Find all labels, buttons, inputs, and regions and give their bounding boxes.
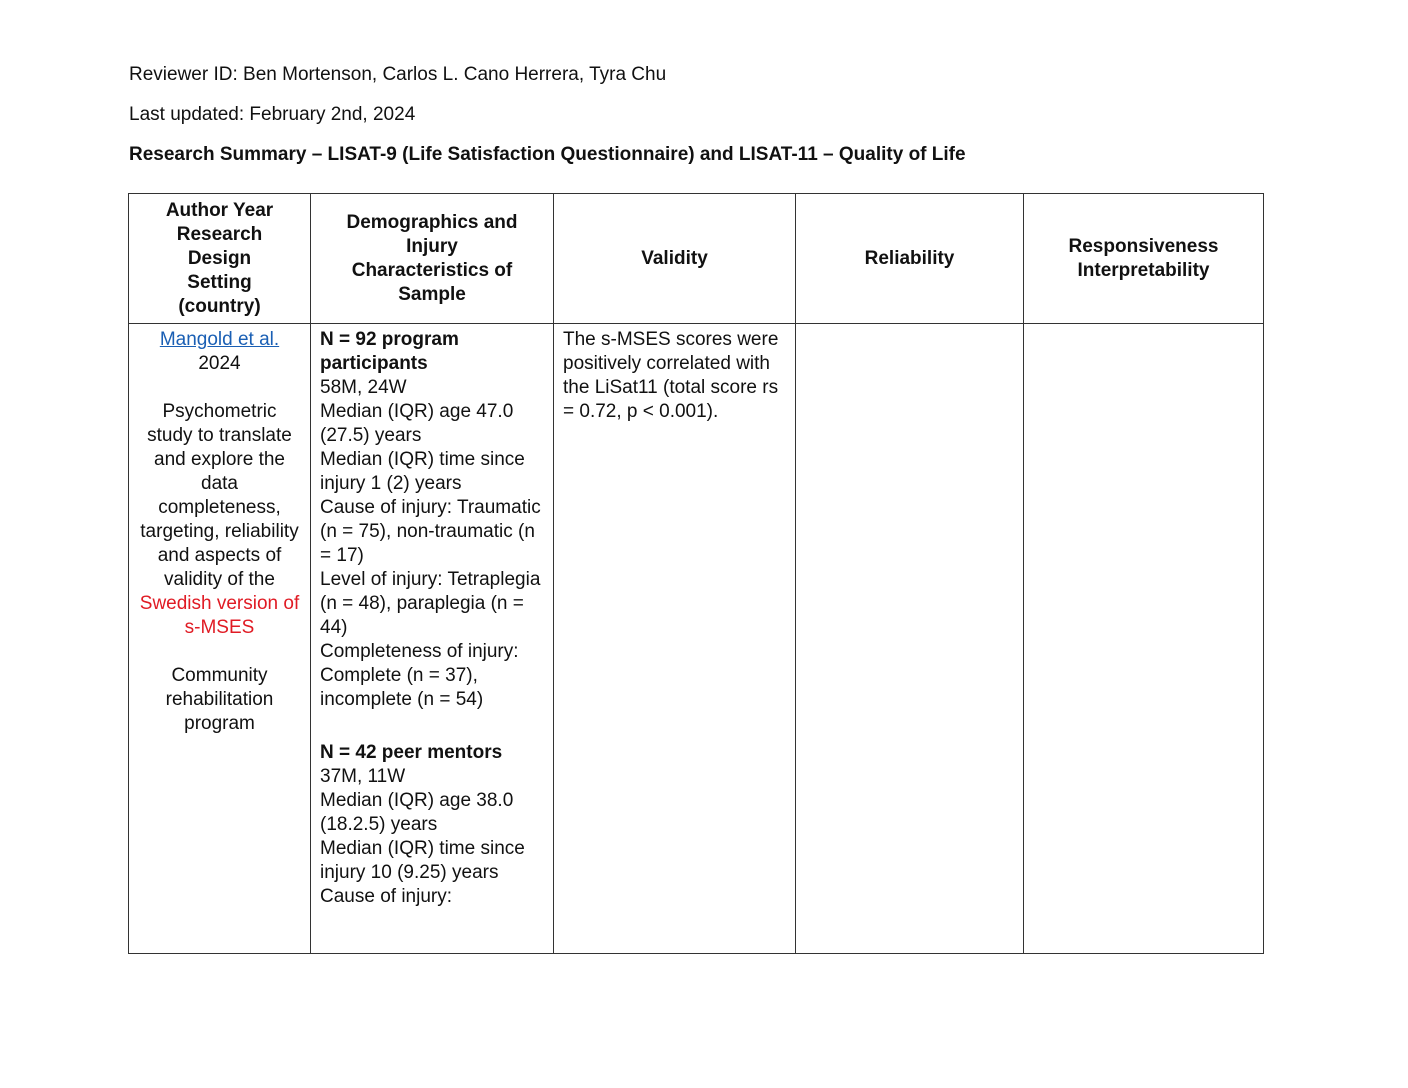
header-line: (country) (178, 295, 261, 317)
header-validity: Validity (554, 194, 796, 324)
group2-line: Cause of injury: (320, 886, 453, 907)
cell-reliability (796, 324, 1024, 954)
header-author-year (129, 194, 311, 324)
author-link[interactable]: Mangold et al. (159, 329, 280, 350)
header-line: Injury (406, 235, 458, 257)
cell-validity: The s-MSES scores were positively correlated with the LiSat11 (total score rs = 0.72, p < 0.001). (554, 324, 796, 954)
header-line: Interpretability (1077, 259, 1210, 281)
reviewer-id: Reviewer ID: Ben Mortenson, Carlos L. Cano Herrera, Tyra Chu (129, 64, 667, 85)
group1-line: Median (IQR) time since injury 1 (2) years (320, 449, 525, 494)
header-responsiveness (1024, 194, 1264, 324)
group2-line: Median (IQR) age 38.0 (18.2.5) years (320, 790, 514, 835)
header-line: Author Year (165, 199, 274, 221)
group1-line: Completeness of injury: Complete (n = 37), incomplete (n = 54) (320, 641, 519, 710)
group2-line: 37M, 11W (320, 766, 406, 787)
header-line: Design (187, 247, 252, 269)
research-summary-table (128, 193, 1264, 954)
group2-line: Median (IQR) time since injury 10 (9.25) years (320, 838, 525, 883)
group1-line: Cause of injury: Traumatic (n = 75), non-traumatic (n = 17) (320, 497, 541, 566)
study-setting: Community rehabilitation program (165, 665, 274, 734)
header-reliability: Reliability (796, 194, 1024, 324)
group1-line: Median (IQR) age 47.0 (27.5) years (320, 401, 514, 446)
header-line: Demographics and (346, 211, 518, 233)
group1-line: Level of injury: Tetraplegia (n = 48), paraplegia (n = 44) (320, 569, 541, 638)
cell-author-year (129, 324, 311, 954)
header-line: Characteristics of (351, 259, 513, 281)
group1-title: N = 92 program participants (320, 329, 459, 374)
header-line: Research (176, 223, 263, 245)
header-line: Setting (187, 271, 252, 293)
group2-title: N = 42 peer mentors (320, 742, 503, 763)
header-demographics (311, 194, 554, 324)
cell-demographics (311, 324, 554, 954)
header-line: Sample (398, 283, 466, 305)
research-summary-title: Research Summary – LISAT-9 (Life Satisfaction Questionnaire) and LISAT-11 – Quality of Life (129, 144, 966, 165)
header-line: Responsiveness (1068, 235, 1219, 257)
study-year: 2024 (198, 353, 241, 374)
last-updated: Last updated: February 2nd, 2024 (129, 104, 416, 125)
cell-responsiveness (1024, 324, 1264, 954)
study-design (138, 400, 301, 640)
design-text: Psychometric study to translate and explore the data completeness, targeting, reliability and aspects of validity of the (140, 401, 299, 590)
group1-line: 58M, 24W (320, 377, 407, 398)
design-highlight: Swedish version of s-MSES (139, 593, 300, 638)
table-row (129, 324, 1264, 954)
table-header-row (129, 194, 1264, 324)
